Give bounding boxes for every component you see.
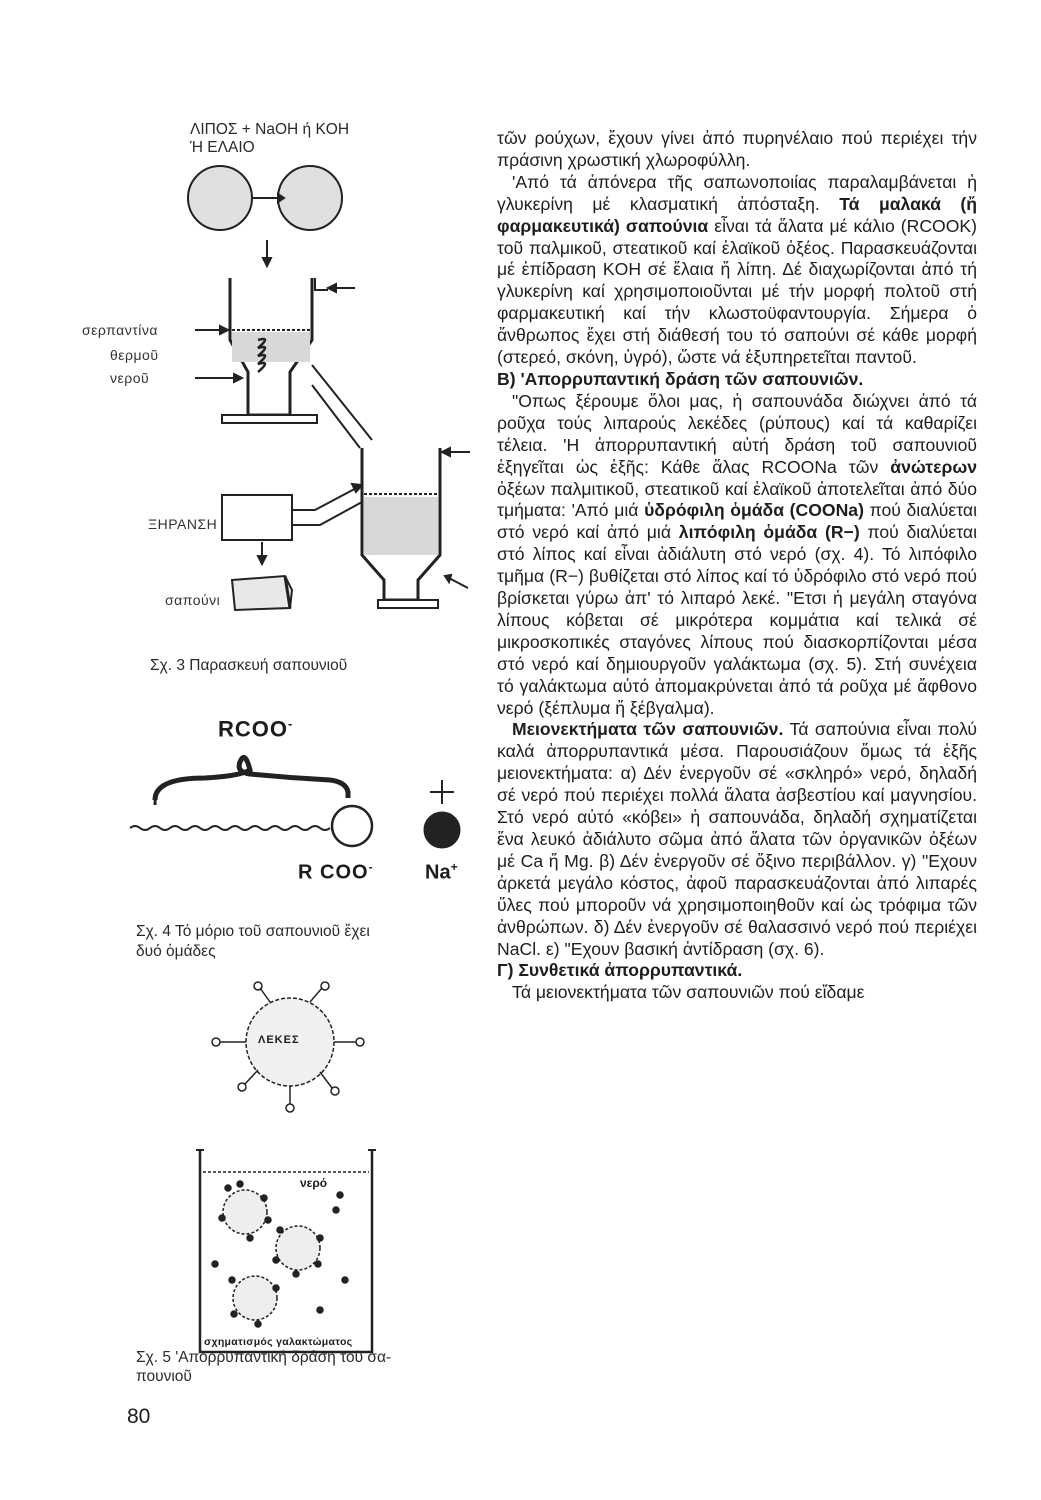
- paragraph-3-text-e: πού διαλύεται στό νερό καί ἀπό μιά: [497, 500, 978, 543]
- fig3-caption: Σχ. 3 Παρασκευή σαπουνιοῦ: [150, 657, 348, 674]
- label-coil-line2: θερμοῦ: [110, 347, 159, 363]
- fig5-emulsion-label: σχηματισμός γαλακτώματος: [204, 1336, 353, 1348]
- figure-3: [0, 0, 497, 700]
- tank-lye: [278, 166, 342, 230]
- fig4-caption-line2: δυό ὁμάδες: [136, 943, 216, 960]
- label-coil-line3: νεροῦ: [110, 370, 150, 386]
- soft-soaps-term: Τά μαλακά (ἤ φαρμακευτικά) σαπούνια: [497, 193, 978, 236]
- fig4-na-sup: +: [450, 860, 458, 874]
- label-drying: ΞΗΡΑΝΣΗ: [148, 516, 218, 532]
- fig4-rcoo-text: R COO: [298, 861, 369, 884]
- label-coil-line1: σερπαντίνα: [82, 322, 158, 338]
- fig3-title-line1: ΛΙΠΟΣ + NaOH ή KOH: [190, 121, 350, 138]
- paragraph-2-text-c: εἶναι τά ἅλατα μέ κάλιο (RCOOK) τοῦ παλμικοῦ, στεατικοῦ καί ἐλαϊκοῦ ὀξέος. Παρασκευάζονται μέ ἐπίδραση KOH σέ ἔλαια ἤ λίπη. Δέ διαχωρίζονται ἀπό τή γλυκερίνη καί χρησιμοποιοῦνται μέ τήν μορφή πολτοῦ στή φαρμακευτική καί τήν κλωστοϋφαντουργία. Σήμερα ὁ ἄνθρωπος ἔχει στή διάθεσή του τό σαπούνι σέ κάθε μορφή (στερεό, σκόνη, ὑγρό), ὥστε νά ἐξυπηρετεῖται παντοῦ.: [497, 215, 977, 368]
- fig4-rcoo-label: [298, 860, 374, 885]
- paragraph-4: [497, 719, 977, 960]
- tank-fat: [188, 166, 252, 230]
- soap-apparatus-drawing: [0, 0, 497, 700]
- paragraph-2-text-a: 'Από τά ἀπόνερα τῆς σαπωνοποιίας παραλαμβάνεται ἡ γλυκερίνη μέ κλασματική ἀπόσταξη.: [497, 171, 977, 214]
- fig4-rcoo-sup: -: [368, 860, 374, 874]
- fig4-caption-line1: Σχ. 4 Τό μόριο τοῦ σαπουνιοῦ ἔχει: [136, 923, 370, 940]
- paragraph-1: τῶν ρούχων, ἔχουν γίνει ἀπό πυρηνέλαιο πού περιέχει τήν πράσινη χρωστική χλωροφύλλη.: [497, 128, 977, 170]
- body-text-column: [497, 128, 977, 1004]
- fig3-title-line2: Ή ΕΛΑΙΟ: [190, 139, 255, 156]
- fig4-na-text: Na: [425, 861, 451, 884]
- paragraph-3-text-a: "Οπως ξέρουμε ὅλοι μας, ἡ σαπουνάδα διώχνει ἀπό τά ροῦχα τούς λιπαρούς λεκέδες (ρύπους) καί τά καθαρίζει τέλεια. 'Η ἀπορρυπαντική αὐτή δράση τοῦ σαπουνιοῦ ἐξηγεῖται ὡς ἑξῆς: Κάθε ἅλας RCOONa τῶν: [497, 390, 977, 477]
- figure-4: [0, 700, 497, 980]
- fig4-top-text: RCOO: [218, 716, 288, 742]
- label-soap: σαπούνι: [165, 592, 221, 608]
- fig5-caption-line2: πουνιοῦ: [136, 1368, 192, 1385]
- paragraph-4-text-b: Τά σαπούνια εἶναι πολύ καλά ἀπορρυπαντικά μέσα. Παρουσιάζουν ὅμως τά ἑξῆς μειονεκτήματα: α) Δέν ἐνεργοῦν σέ «σκληρό» νερό, δηλαδή σέ νερό πού περιέχει πολλά ἅλατα ἀσβεστίου καί μαγνησίου. Στό νερό αὐτό «κόβει» ἡ σαπουνάδα, δηλαδή σχηματίζεται ἕνα λευκό ἀδιάλυτο σῶμα ἀπό ἅλατα τῶν ὀργανικῶν ὀξέων μέ Ca ἤ Mg. β) Δέν ἐνεργοῦν σέ ὄξινο περιβάλλον. γ) "Εχουν ἀρκετά μεγάλο κόστος, ἀφοῦ παρασκευάζονται ἀπό λιπαρές ὕλες πού μποροῦν νά χρησιμοποιηθοῦν καί ὡς τρόφιμα τῶν ἀνθρώπων. δ) Δέν ἐνεργοῦν σέ θαλασσινό νερό πού περιέχει NaCl. ε) "Εχουν βασική ἀντίδραση (σχ. 6).: [497, 719, 977, 959]
- paragraph-5: Τά μειονεκτήματα τῶν σαπουνιῶν πού εἴδαμε: [512, 982, 865, 1003]
- soap-molecule-drawing: [0, 700, 497, 900]
- fig4-na-label: [425, 860, 458, 885]
- fig4-top-sup: -: [288, 716, 294, 731]
- lipophilic-group-term: λιπόφιλη ὁμάδα (R−): [678, 522, 860, 543]
- fig5-caption-line1: Σχ. 5 'Απορρυπαντική δράση τοῦ σα-: [136, 1349, 392, 1366]
- paragraph-3: [497, 391, 977, 720]
- paragraph-3-text-g: πού διαλύεται στό λίπος καί εἶναι ἀδιάλυτη στό νερό (σχ. 4). Τό λιπόφιλο τμῆμα (R−) βυθίζεται στό λίπος καί τό ὑδρόφιλο στό νερό πού βρίσκεται γύρω ἀπ' τό λιπαρό λεκέ. "Ετσι ἡ μεγάλη σταγόνα λίπους κόβεται σέ μικρότερα κομμάτια καί τελικά σέ μικροσκοπικές σταγόνες λίπους πού διασκορπίζονται μέσα στό νερό καί δημιουργοῦν γαλάκτωμα (σχ. 5). Στή συνέχεια τό γαλάκτωμα αὐτό ἀπομακρύνεται ἀπό τά ροῦχα μέ ἄφθονο νερό (ξέπλυμα ἤ ξέβγαλμα).: [497, 522, 978, 718]
- disadvantages-heading: Μειονεκτήματα τῶν σαπουνιῶν.: [512, 719, 784, 740]
- page-number: 80: [127, 1405, 151, 1428]
- higher-acids-term: ἀνώτερων: [890, 456, 978, 477]
- section-heading-c: Γ) Συνθετικά ἀπορρυπαντικά.: [497, 960, 743, 981]
- fig5-center-label: ΛΕΚΕΣ: [258, 1034, 300, 1046]
- fig5-water-label: νερό: [300, 1176, 328, 1190]
- figure-5: [0, 980, 497, 1400]
- hydrophilic-group-term: ὑδρόφιλη ὁμάδα (COONa): [644, 500, 864, 521]
- section-heading-b: B) 'Απορρυπαντική δράση τῶν σαπουνιῶν.: [497, 368, 864, 389]
- paragraph-2: [497, 172, 977, 369]
- paragraph-3-text-c: ὀξέων παλμιτικοῦ, στεατικοῦ καί ἐλαϊκοῦ ἀποτελεῖται ἀπό δύο τμήματα: 'Από μιά: [497, 478, 977, 521]
